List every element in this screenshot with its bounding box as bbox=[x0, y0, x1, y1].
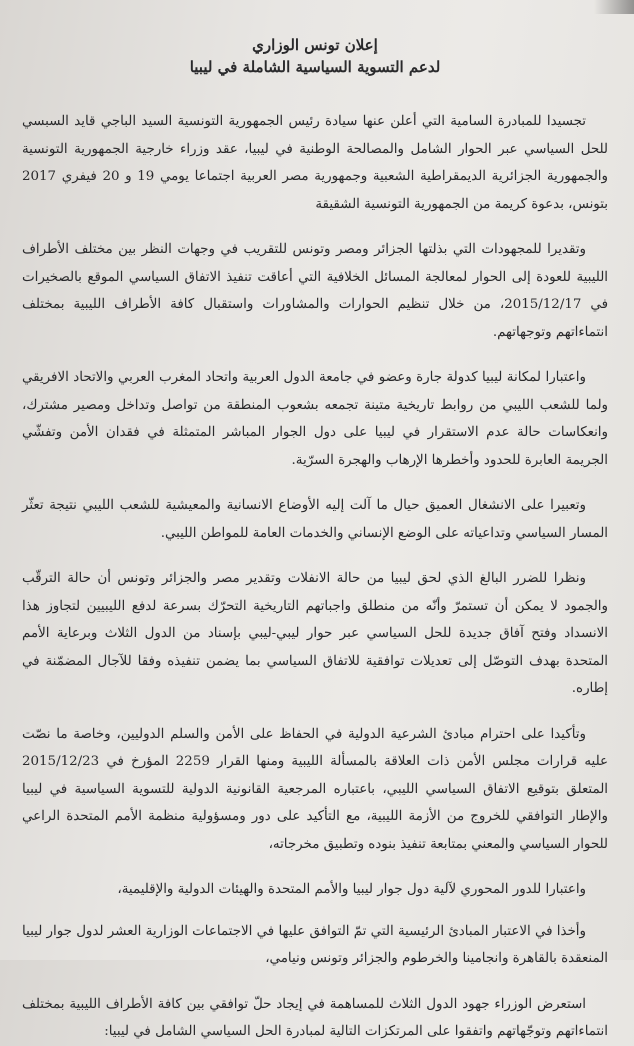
paragraph-6: وتأكيدا على احترام مبادئ الشرعية الدولية في الحفاظ على الأمن والسلم الدوليين، وخاصة ما نصّت عليه قرارات مجلس الأمن ذات العلاقة بالمسألة الليبية ومنها القرار 2259 المؤرخ في 2015/12/23 المتعلق بتوقيع الاتفاق السياسي الليبي، باعتباره المرجعية القانونية الدولية للتسوية السياسية في ليبيا والإطار التوافقي للخروج من الأزمة الليبية، مع التأكيد على دور ومسؤولية منظمة الأمم المتحدة الراعي للحوار السياسي والمعني بمتابعة تنفيذ بنوده وتطبيق مخرجاته، bbox=[22, 726, 608, 852]
document-title: إعلان تونس الوزاري bbox=[252, 36, 378, 54]
paragraph-4: وتعبيرا على الانشغال العميق حيال ما آلت إليه الأوضاع الانسانية والمعيشية للشعب الليبي نتيجة تعثّر المسار السياسي وتداعياته على الوضع الإنساني والخدمات العامة للمواطن الليبي. bbox=[22, 498, 608, 541]
paragraph-3: واعتبارا لمكانة ليبيا كدولة جارة وعضو في جامعة الدول العربية واتحاد المغرب العربي والاتحاد الافريقي ولما للشعب الليبي من روابط تاريخية متينة تجمعه بشعوب المنطقة من تواصل وتداخل ومصير مشترك، وانعكاسات حالة عدم الاستقرار في ليبيا على دول الجوار المباشر المتمثلة في فقدان الأمن وتفشّي الجريمة العابرة للحدود وأخطرها الإرهاب والهجرة السرّية. bbox=[22, 370, 608, 468]
document-subtitle: لدعم التسوية السياسية الشاملة في ليبيا bbox=[189, 58, 441, 76]
paragraph-8: وأخذا في الاعتبار المبادئ الرئيسية التي تمّ التوافق عليها في الاجتماعات الوزارية العشر لدول جوار ليبيا المنعقدة بالقاهرة وانجامينا والخرطوم والجزائر وتونس ونيامي، bbox=[22, 923, 608, 966]
paragraph-7: واعتبارا للدور المحوري لآلية دول جوار ليبيا والأمم المتحدة والهيئات الدولية والإقليمية، bbox=[117, 882, 586, 897]
paragraph-2: وتقديرا للمجهودات التي بذلتها الجزائر ومصر وتونس للتقريب في وجهات النظر بين مختلف الأطراف الليبية للعودة إلى الحوار لمعالجة المسائل الخلافية التي أعاقت تنفيذ الاتفاق السياسي الموقع بالصخيرات في 2015/12/17، من خلال تنظيم الحوارات والمشاورات واستقبال كافة الأطراف الليبية بمختلف انتماءاتهم وتوجهاتهم. bbox=[22, 242, 608, 340]
paragraph-9: استعرض الوزراء جهود الدول الثلاث للمساهمة في إيجاد حلّ توافقي بين كافة الأطراف الليبية بمختلف انتماءاتهم وتوجّهاتهم واتفقوا على المرتكزات التالية لمبادرة الحل السياسي الشامل في ليبيا: bbox=[22, 996, 608, 1039]
paragraph-5: ونظرا للضرر البالغ الذي لحق ليبيا من حالة الانفلات وتقدير مصر والجزائر وتونس أن حالة الترقّب والجمود لا يمكن أن تستمرّ وأنّه من منطلق واجباتهم التاريخية التحرّك بسرعة لدفع الليبيين لتجاوز هذا الانسداد وفتح آفاق جديدة للحل السياسي عبر حوار ليبي-ليبي بإسناد من الدول الثلاث وبرعاية الأمم المتحدة بهدف التوصّل إلى تعديلات توافقية للاتفاق السياسي بما يضمن تنفيذه وفقا للآجال المضمّنة في إطاره. bbox=[22, 571, 608, 696]
paragraph-1: تجسيدا للمبادرة السامية التي أعلن عنها سيادة رئيس الجمهورية التونسية السيد الباجي قايد السبسي للحل السياسي عبر الحوار الشامل والمصالحة الوطنية في ليبيا، عقد وزراء خارجية الجمهورية التونسية والجمهورية الجزائرية الديمقراطية الشعبية وجمهورية مصر العربية اجتماعا يومي 19 و 20 فيفري 2017 بتونس، بدعوة كريمة من الجمهورية التونسية الشقيقة bbox=[22, 114, 608, 212]
